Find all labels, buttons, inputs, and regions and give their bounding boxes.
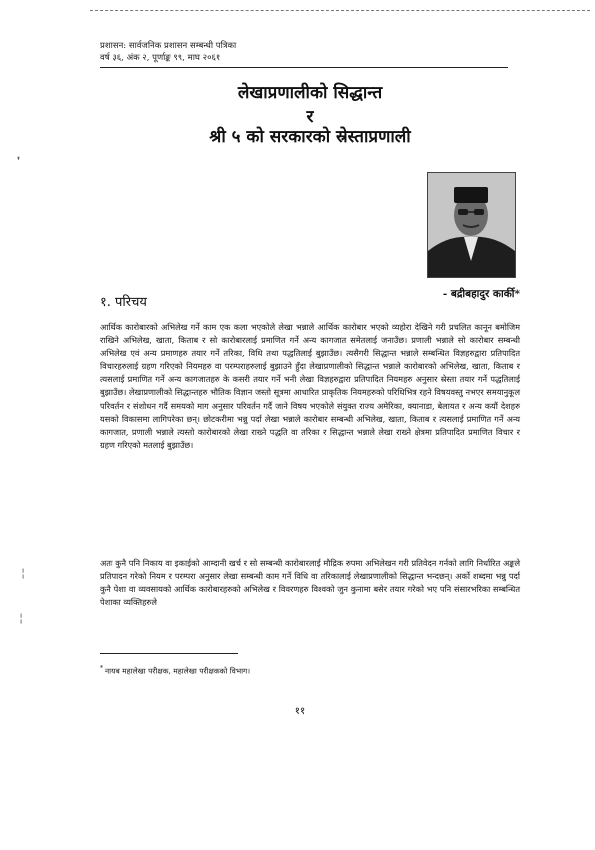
header-rule: [100, 67, 508, 68]
footnote-mark: *: [100, 665, 103, 672]
journal-issue: वर्ष ३६, अंक २, पूर्णाङ्क ९९, माघ २०६१: [100, 53, 221, 63]
paragraph-2: अतः कुनै पनि निकाय वा इकाईको आम्दानी खर्च र सो सम्बन्धी कारोबारलाई मौद्रिक रुपमा अभिलेखन गरी प्रतिवेदन गर्नको लागि निर्धारित अङ्कले प्रतिपादन गरेको नियम र परम्परा अनुसार लेखा सम्बन्धी काम गर्ने विधि वा तरिकालाई लेखाप्रणालीको सिद्धान्त भन्दछन्। अर्को शब्दमा भन्नु पर्दा कुनै पेशा वा व्यवसायको आर्थिक कारोबारहरुको अभिलेख र विवरणहरु विश्वको जुन कुनामा बसेर तयार गरेको भए पनि संसारभरिका सम्बन्धित पेशाका व्यक्तिहरुले: [100, 558, 520, 608]
journal-header: [100, 40, 400, 64]
author-photo: [427, 172, 516, 278]
footnote-text: नायब महालेखा परीक्षक, महालेखा परीक्षकको विभाग।: [105, 666, 251, 676]
article-title-line-3: श्री ५ को सरकारको स्रेस्ताप्रणाली: [209, 127, 411, 147]
footnote: [100, 664, 400, 677]
journal-name: प्रशासन: सार्वजनिक प्रशासन सम्बन्धी पत्रिका: [100, 41, 237, 51]
page-number: ११: [294, 706, 306, 717]
scan-speck-mark: ╎: [18, 614, 25, 625]
article-title-line-2: र: [306, 107, 314, 127]
scan-top-rule: [90, 10, 590, 11]
scan-speck-mark: ❜: [17, 156, 21, 167]
section-heading: १. परिचय: [100, 295, 147, 310]
article-title-line-1: लेखाप्रणालीको सिद्धान्त: [237, 83, 383, 103]
scan-speck-mark: ╎: [20, 569, 27, 580]
author-portrait-image: [428, 173, 515, 277]
paragraph-1: आर्थिक कारोबारको अभिलेख गर्ने काम एक कला भएकोले लेखा भन्नाले आर्थिक कारोबार भएको व्यहोरा देखिने गरी प्रचलित कानून बमोजिम राखिने अभिलेख, खाता, किताब र सो कारोबारलाई प्रमाणित गर्ने अन्य कागजात समेतलाई जनाउँछ। प्रणाली भन्नाले सो कारोबार सम्बन्धी अभिलेख एवं अन्य प्रमाणहरु तयार गर्ने तरिका, विधि तथा पद्धतिलाई बुझाउँछ। त्यसैगरी सिद्धान्त भन्नाले सम्बन्धित विज्ञहरुद्वारा प्रतिपादित विचारहरुलाई ग्रहण गरिएको नियमहरु वा परम्पराहरुलाई बुझाउने हुँदा लेखाप्रणालीको सिद्धान्त भन्नाले कारोबारको अभिलेख, खाता, किताब र त्यसलाई प्रमाणित गर्ने अन्य कागजातहरु के कसरी तयार गर्ने भनी लेखा विज्ञहरुद्वारा प्रतिपादित नियमहरु अनुसार स्रेस्ता तयार गर्ने पद्धतिलाई बुझाउँछ। लेखाप्रणालीको सिद्धान्तहरु भौतिक विज्ञान जस्तो सूत्रमा आधारित प्राकृतिक नियमहरुको परिधिभित्र रहने विषयवस्तु नभएर समयानुकूल परिवर्तन र संशोधन गर्दै समयको माग अनुसार परिवर्तन गर्दै जाने विषय भएकोले संयुक्त राज्य अमेरिका, क्यानाडा, बेलायत र अन्य कयौं देशहरु यसको विकासमा लागिपरेका छन्। छोटकरीमा भन्नु पर्दा लेखा भन्नाले कारोबार सम्बन्धी अभिलेख, खाता, किताब र त्यसलाई प्रमाणित गर्ने अन्य कागजात, प्रणाली भन्नाले त्यस्तो कारोबारको लेखा राख्ने पद्धति वा तरिका र सिद्धान्त भन्नाले लेखा राख्ने क्षेत्रमा प्रतिपादित प्रमाणित विचार र ग्रहण गरिएको मतलाई बुझाउँछ।: [100, 322, 520, 450]
author-name: - बद्रीबहादुर कार्की*: [442, 288, 520, 300]
footnote-rule: [100, 653, 238, 654]
